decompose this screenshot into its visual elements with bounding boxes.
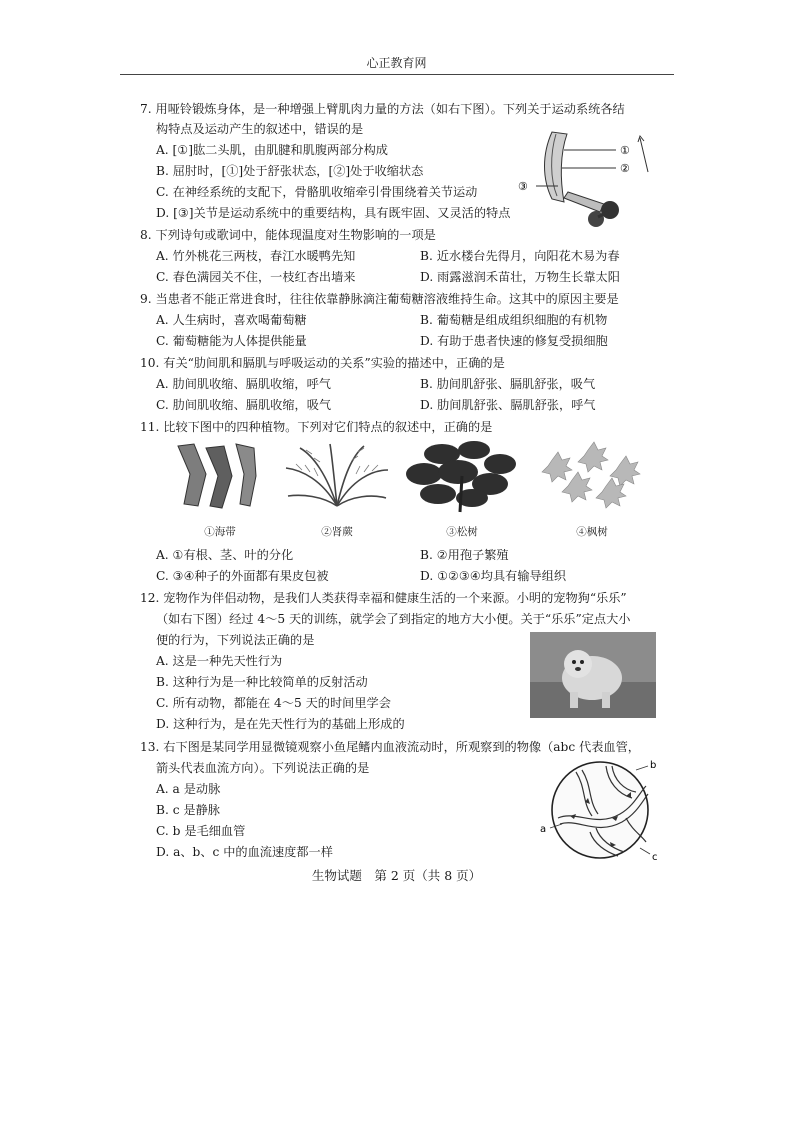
q7-option-c: C. 在神经系统的支配下，骨骼肌收缩牵引骨围绕着关节运动: [156, 185, 478, 199]
q11-caption-1: ①海带: [204, 526, 236, 538]
q10-option-c: C. 肋间肌收缩、膈肌收缩，吸气: [156, 398, 332, 412]
q11-caption-4: ④枫树: [576, 526, 608, 538]
q10-option-d: D. 肋间肌舒张、膈肌舒张，呼气: [420, 398, 596, 412]
q7-stem-line1: 7. 用哑铃锻炼身体，是一种增强上臂肌肉力量的方法（如右下图）。下列关于运动系统各结: [140, 102, 625, 116]
q13-option-a: A. a 是动脉: [156, 782, 221, 796]
maple-tree-illustration: [532, 440, 652, 512]
q13-option-d: D. a、b、c 中的血流速度都一样: [156, 845, 333, 859]
q11-option-b: B. ②用孢子繁殖: [420, 548, 509, 562]
pine-tree-illustration: [402, 436, 522, 514]
q9-option-b: B. 葡萄糖是组成组织细胞的有机物: [420, 313, 608, 327]
q12-option-d: D. 这种行为，是在先天性行为的基础上形成的: [156, 717, 405, 731]
q10-stem: 10. 有关“肋间肌和膈肌与呼吸运动的关系”实验的描述中，正确的是: [140, 356, 505, 370]
q8-option-d: D. 雨露滋润禾苗壮，万物生长靠太阳: [420, 270, 620, 284]
q11-stem: 11. 比较下图中的四种植物。下列对它们特点的叙述中，正确的是: [140, 420, 493, 434]
q7-fig-label-2: ②: [620, 162, 630, 175]
site-header: 心正教育网: [366, 56, 427, 70]
q7-stem-line2: 构特点及运动产生的叙述中，错误的是: [156, 122, 364, 136]
q8-option-a: A. 竹外桃花三两枝，春江水暖鸭先知: [156, 249, 356, 263]
q11-caption-3: ③松树: [446, 526, 478, 538]
arm-dumbbell-figure: [512, 124, 662, 232]
q13-fig-label-a: a: [540, 824, 547, 835]
page-footer: 生物试题 第 2 页（共 8 页）: [311, 868, 482, 883]
q9-option-d: D. 有助于患者快速的修复受损细胞: [420, 334, 608, 348]
q11-caption-2: ②肾蕨: [321, 526, 353, 538]
q12-option-b: B. 这种行为是一种比较简单的反射活动: [156, 675, 368, 689]
blood-vessel-microscope-figure: [536, 758, 666, 862]
q12-stem-line1: 12. 宠物作为伴侣动物，是我们人类获得幸福和健康生活的一个来源。小明的宠物狗“乐乐”: [140, 591, 627, 605]
q10-option-a: A. 肋间肌收缩、膈肌收缩，呼气: [156, 377, 331, 391]
q9-option-a: A. 人生病时，喜欢喝葡萄糖: [156, 313, 307, 327]
fern-illustration: [282, 440, 392, 512]
q7-fig-label-1: ①: [620, 144, 630, 157]
q12-stem-line2: （如右下图）经过 4～5 天的训练，就学会了到指定的地方大小便。关于“乐乐”定点大小: [156, 612, 631, 626]
q12-option-c: C. 所有动物，都能在 4～5 天的时间里学会: [156, 696, 391, 710]
q13-stem-line1: 13. 右下图是某同学用显微镜观察小鱼尾鳍内血液流动时，所观察到的物像（abc 代表血管，: [140, 740, 640, 754]
q13-fig-label-b: b: [650, 760, 657, 771]
q8-option-c: C. 春色满园关不住，一枝红杏出墙来: [156, 270, 356, 284]
q12-stem-line3: 便的行为，下列说法正确的是: [156, 633, 315, 647]
q11-option-a: A. ①有根、茎、叶的分化: [156, 548, 294, 562]
kelp-illustration: [170, 440, 270, 512]
q13-option-c: C. b 是毛细血管: [156, 824, 246, 838]
q13-stem-line2: 箭头代表血流方向）。下列说法正确的是: [156, 761, 370, 775]
dog-photo: [530, 632, 656, 718]
q9-option-c: C. 葡萄糖能为人体提供能量: [156, 334, 307, 348]
q7-option-b: B. 屈肘时，[①]处于舒张状态，[②]处于收缩状态: [156, 164, 424, 178]
q11-option-d: D. ①②③④均具有输导组织: [420, 569, 567, 583]
q12-option-a: A. 这是一种先天性行为: [156, 654, 283, 668]
q13-fig-label-c: c: [652, 852, 658, 862]
q7-option-d: D. [③]关节是运动系统中的重要结构，具有既牢固、又灵活的特点: [156, 206, 511, 220]
q7-fig-label-3: ③: [518, 180, 528, 193]
q13-option-b: B. c 是静脉: [156, 803, 220, 817]
q9-stem: 9. 当患者不能正常进食时，往往依靠静脉滴注葡萄糖溶液维持生命。这其中的原因主要是: [140, 292, 619, 306]
q7-option-a: A. [①]肱二头肌，由肌腱和肌腹两部分构成: [156, 143, 388, 157]
q8-option-b: B. 近水楼台先得月，向阳花木易为春: [420, 249, 620, 263]
q11-option-c: C. ③④种子的外面都有果皮包被: [156, 569, 329, 583]
header-divider: [120, 74, 674, 75]
q10-option-b: B. 肋间肌舒张、膈肌舒张，吸气: [420, 377, 596, 391]
q8-stem: 8. 下列诗句或歌词中，能体现温度对生物影响的一项是: [140, 228, 436, 242]
exam-page: [140, 94, 680, 894]
